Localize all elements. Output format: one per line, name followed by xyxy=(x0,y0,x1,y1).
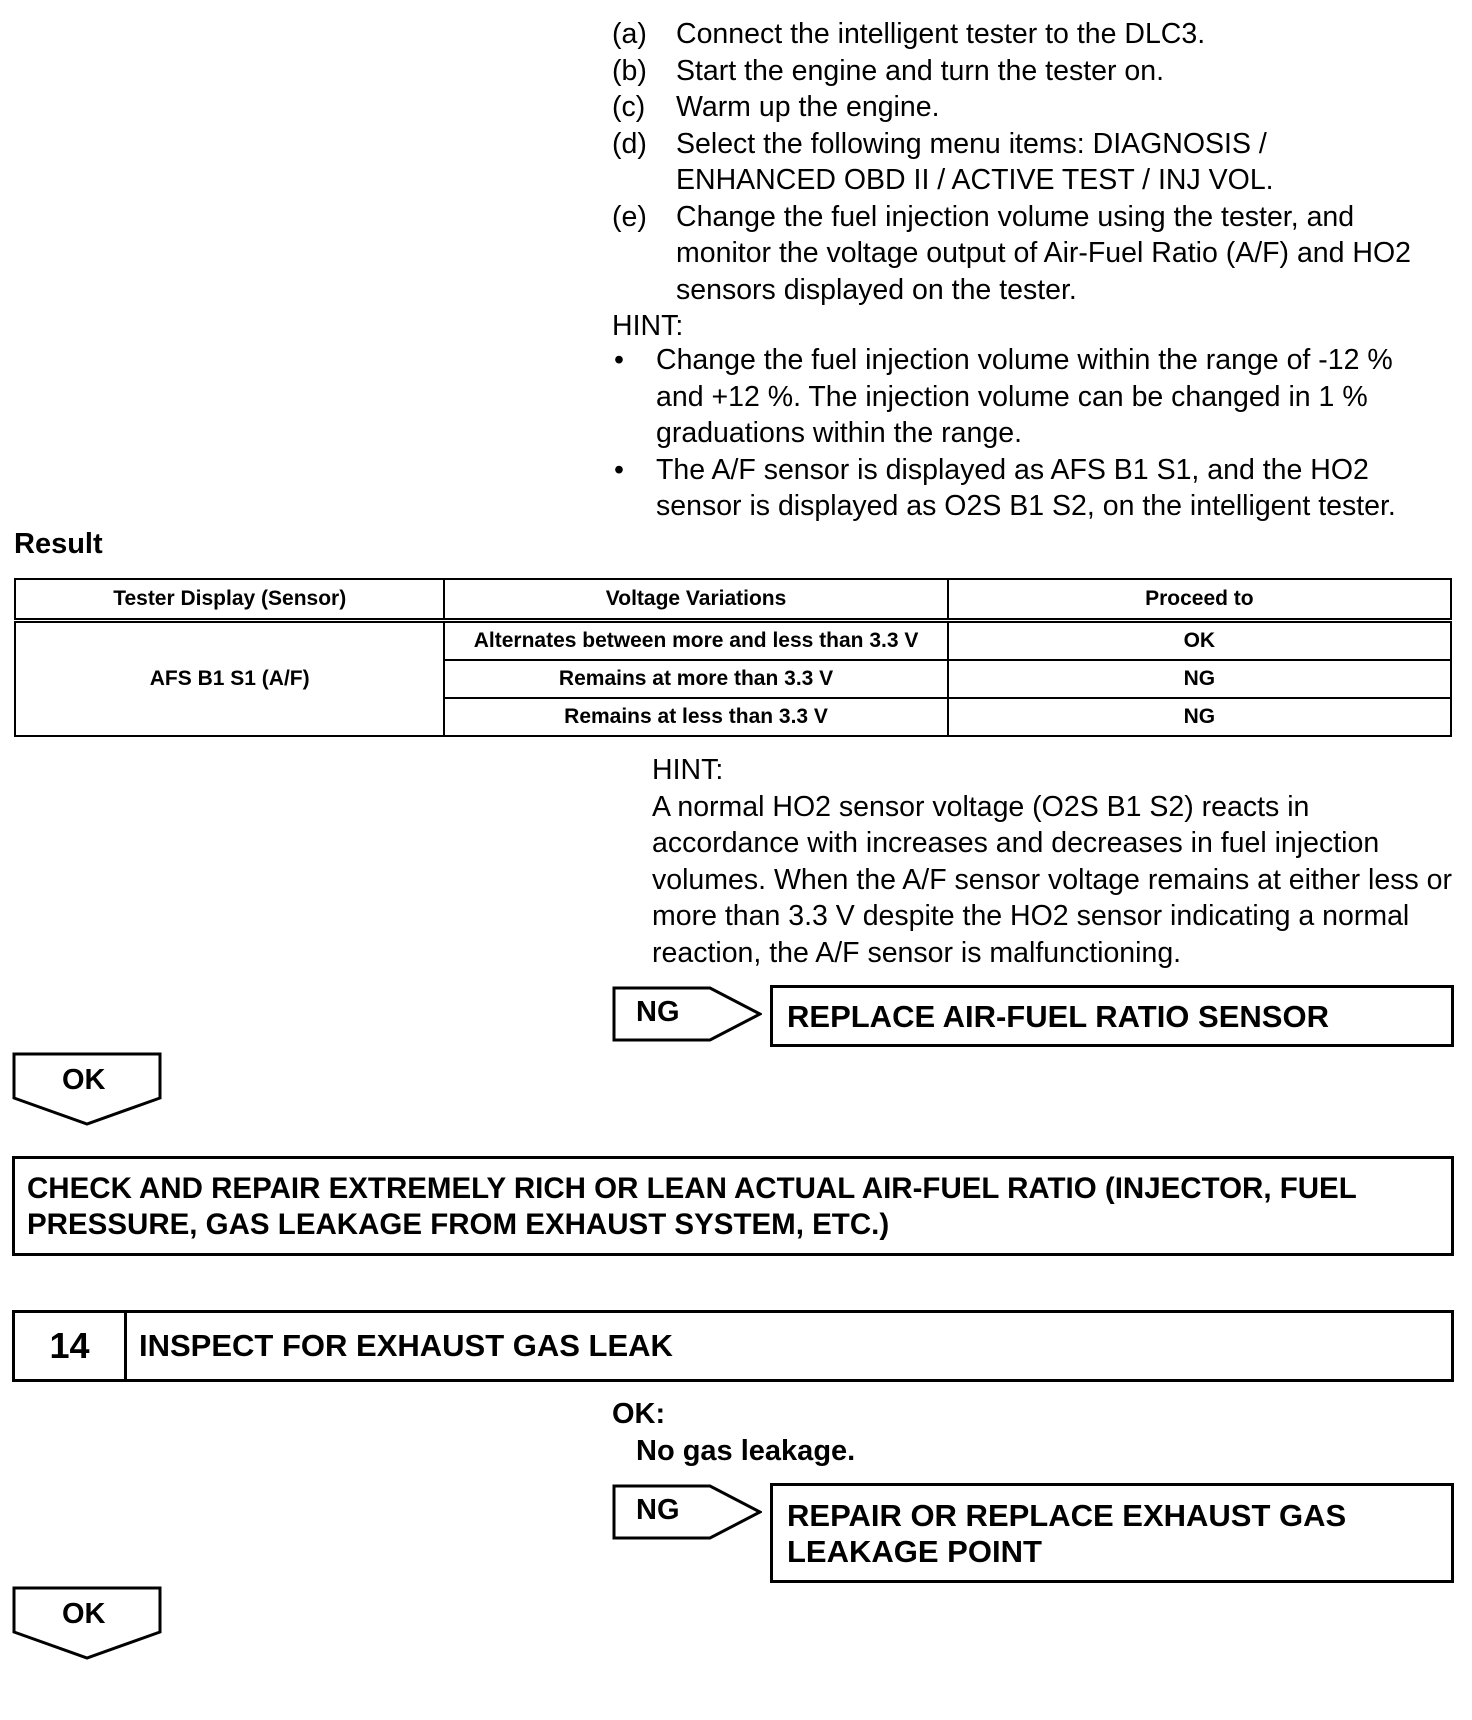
column-header: Voltage Variations xyxy=(444,579,947,621)
step-e xyxy=(612,199,1462,309)
column-header: Tester Display (Sensor) xyxy=(15,579,444,621)
step-label: (d) xyxy=(612,127,647,160)
step-title: INSPECT FOR EXHAUST GAS LEAK xyxy=(139,1328,673,1363)
variation-cell: Alternates between more and less than 3.3 V xyxy=(444,621,947,661)
hint-text: A normal HO2 sensor voltage (O2S B1 S2) reacts in accordance with increases and decreases in fuel injection volumes. When the A/F sensor voltage remains at either less or more than 3.3 V despite the HO2 sensor indicating a normal reaction, the A/F sensor is malfunctioning. xyxy=(652,790,1452,969)
step-c xyxy=(612,89,1462,126)
hint-title: HINT: xyxy=(612,310,684,342)
repair-exhaust-box: REPAIR OR REPLACE EXHAUST GAS LEAKAGE POINT xyxy=(770,1483,1454,1583)
result-title: Result xyxy=(14,528,103,560)
proceed-cell: NG xyxy=(948,660,1451,698)
ng-arrow-shape xyxy=(612,1484,762,1540)
ng-tag: NG xyxy=(636,1494,680,1526)
bullet-text: Change the fuel injection volume within the range of -12 % and +12 %. The injection volume can be changed in 1 % graduations within the range. xyxy=(656,344,1393,449)
procedure-steps xyxy=(612,16,1462,345)
bullet-marker: • xyxy=(614,453,624,486)
step-label: (a) xyxy=(612,18,647,50)
table-row xyxy=(15,621,1451,661)
step-text: Start the engine and turn the tester on. xyxy=(676,54,1164,87)
check-repair-box: CHECK AND REPAIR EXTREMELY RICH OR LEAN ACTUAL AIR-FUEL RATIO (INJECTOR, FUEL PRESSURE, GAS LEAKAGE FROM EXHAUST SYSTEM, ETC.) xyxy=(12,1156,1454,1256)
step-a xyxy=(612,16,1462,53)
step-label: (b) xyxy=(612,54,647,87)
ok-tag: OK xyxy=(62,1064,106,1096)
hint-bullets xyxy=(612,342,1462,525)
proceed-cell: OK xyxy=(948,621,1451,661)
hint-note xyxy=(652,752,1462,971)
step-number: 14 xyxy=(15,1313,127,1379)
step-label: (c) xyxy=(612,91,646,123)
column-header: Proceed to xyxy=(948,579,1451,621)
result-table xyxy=(14,578,1452,737)
hint-bullet xyxy=(612,342,1462,452)
bullet-text: The A/F sensor is displayed as AFS B1 S1, and the HO2 sensor is displayed as O2S B1 S2, on the intelligent tester. xyxy=(656,453,1396,522)
step-label: (e) xyxy=(612,200,647,233)
ok-criteria xyxy=(612,1396,855,1470)
ng-arrow-shape xyxy=(612,986,762,1042)
hint-title: HINT: xyxy=(652,754,724,786)
step-d xyxy=(612,126,1462,199)
proceed-cell: NG xyxy=(948,698,1451,736)
step-text: Change the fuel injection volume using the tester, and monitor the voltage output of Air-Fuel Ratio (A/F) and HO2 sensors displayed on the tester. xyxy=(676,200,1412,306)
variation-cell: Remains at more than 3.3 V xyxy=(444,660,947,698)
step-b xyxy=(612,53,1462,90)
step-text: Connect the intelligent tester to the DLC3. xyxy=(676,18,1206,50)
replace-af-sensor-box: REPLACE AIR-FUEL RATIO SENSOR xyxy=(770,985,1454,1047)
step-text: Warm up the engine. xyxy=(676,91,940,123)
step-14-header xyxy=(12,1310,1454,1382)
ng-tag: NG xyxy=(636,996,680,1028)
sensor-cell: AFS B1 S1 (A/F) xyxy=(15,621,444,737)
ok-tag: OK xyxy=(62,1598,106,1630)
bullet-marker: • xyxy=(614,344,624,376)
step-text: Select the following menu items: DIAGNOSIS / ENHANCED OBD II / ACTIVE TEST / INJ VOL. xyxy=(676,127,1274,196)
variation-cell: Remains at less than 3.3 V xyxy=(444,698,947,736)
table-header-row xyxy=(15,579,1451,621)
hint-bullet xyxy=(612,452,1462,525)
ok-criteria-label: OK: xyxy=(612,1398,666,1430)
ok-criteria-text: No gas leakage. xyxy=(636,1435,856,1467)
